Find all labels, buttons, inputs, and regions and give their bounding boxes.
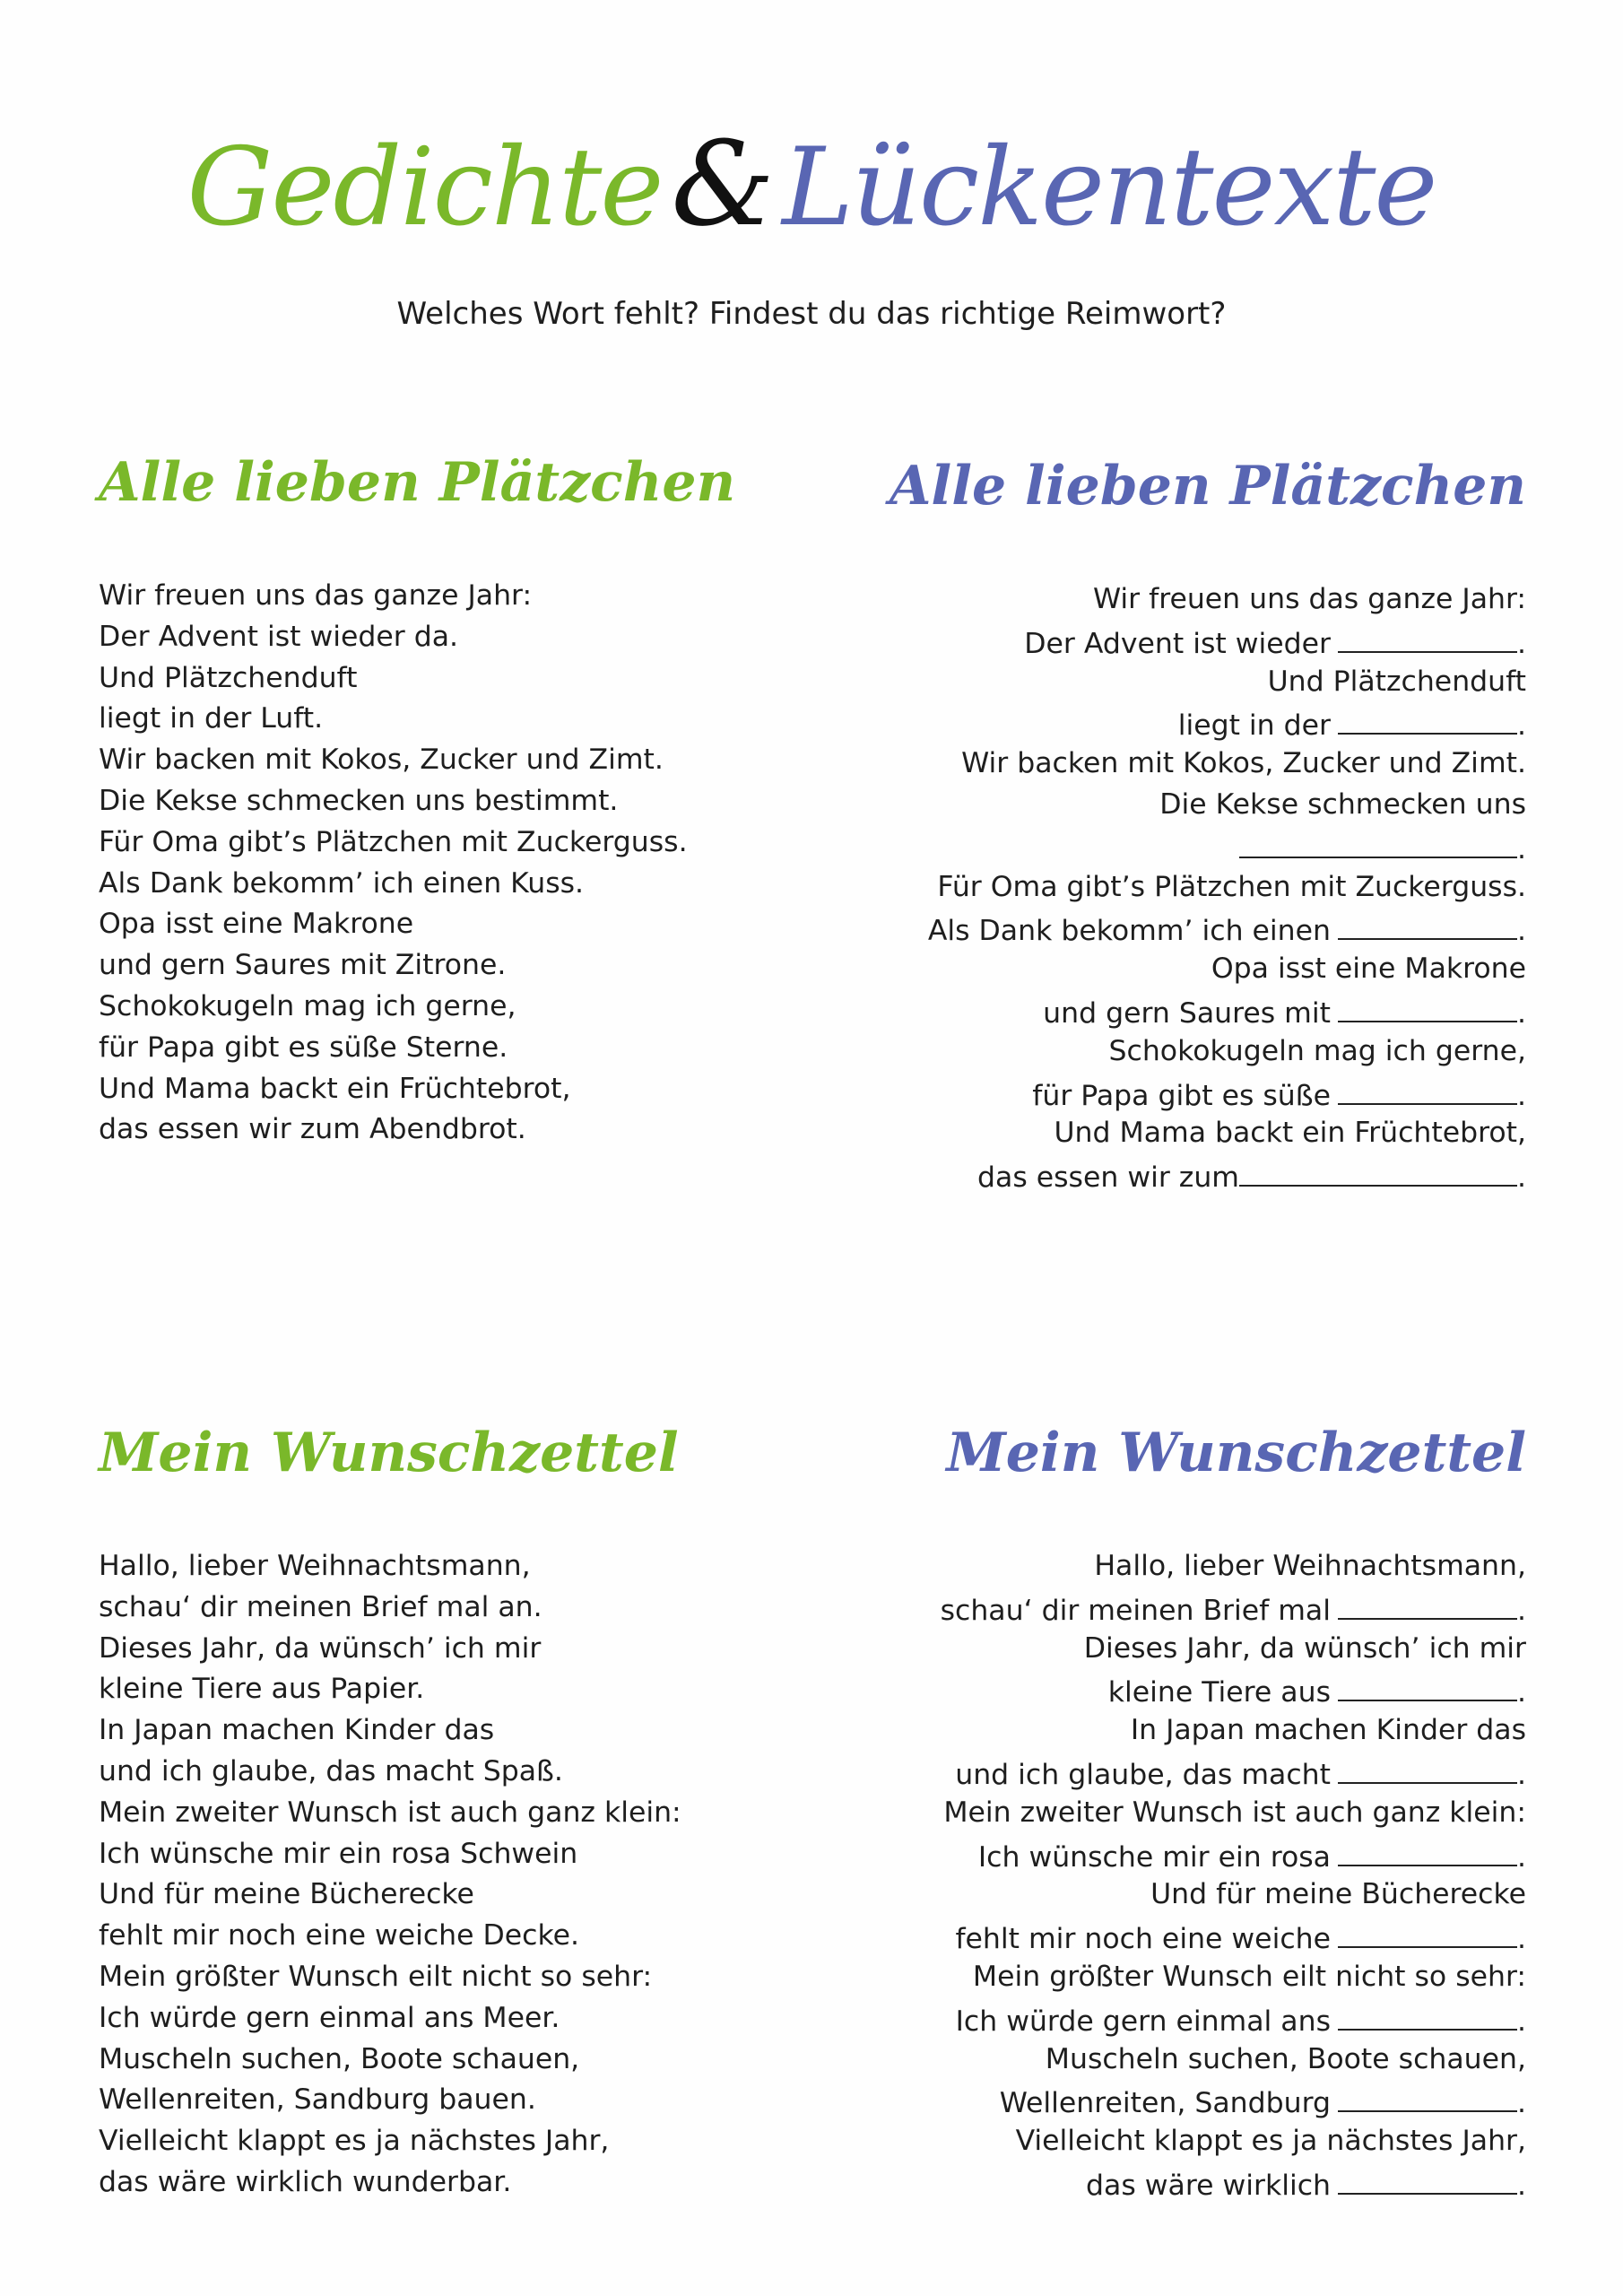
poem-title: Mein Wunschzettel <box>946 1422 1526 1484</box>
gap-line-text: das wäre wirklich <box>1086 2169 1331 2202</box>
gap-line-text: fehlt mir noch eine weiche <box>955 1923 1331 1956</box>
page-header <box>0 0 1623 377</box>
poem-line: Wir backen mit Kokos, Zucker und Zimt. <box>99 744 664 777</box>
poem-gap-lines <box>863 1546 1526 2204</box>
gap-line-text: Und Mama backt ein Früchtebrot, <box>1054 1117 1526 1150</box>
page-subtitle: Welches Wort fehlt? Findest du das richtige Reimwort? <box>396 296 1227 332</box>
poem-gap-line: das essen wir zum . <box>863 1154 1526 1196</box>
gap-line-text: Die Kekse schmecken uns <box>1159 787 1526 821</box>
poem-gap-line <box>863 785 1526 826</box>
gap-line-text: kleine Tiere aus <box>1107 1676 1331 1709</box>
poem-line: und gern Saures mit Zitrone. <box>99 949 507 982</box>
poem-line: In Japan machen Kinder das <box>99 1714 495 1747</box>
poem-gap-line: liegt in der . <box>863 702 1526 744</box>
poem-gap-line <box>863 867 1526 909</box>
page-title <box>0 116 1623 252</box>
poem-line: fehlt mir noch eine weiche Decke. <box>99 1919 580 1952</box>
poem-line: das essen wir zum Abendbrot. <box>99 1113 526 1146</box>
gap-line-text: für Papa gibt es süße <box>1032 1079 1331 1112</box>
gap-line-text: Wir backen mit Kokos, Zucker und Zimt. <box>961 747 1526 780</box>
answer-blank[interactable] <box>1239 1154 1517 1187</box>
poem-line: Opa isst eine Makrone <box>99 908 414 941</box>
poem-gap-line: und ich glaube, das macht . <box>863 1752 1526 1793</box>
answer-blank[interactable] <box>1338 990 1517 1022</box>
poem-line: Und Mama backt ein Früchtebrot, <box>99 1072 571 1105</box>
poem-line: Ich würde gern einmal ans Meer. <box>99 2001 560 2034</box>
poem-plaetzchen-full <box>99 451 762 1151</box>
answer-blank[interactable] <box>1239 826 1517 858</box>
poem-gap-line <box>863 1793 1526 1834</box>
poem-gap-lines <box>863 579 1526 1196</box>
poem-line: Als Dank bekomm’ ich einen Kuss. <box>99 866 585 900</box>
poem-line: Vielleicht klappt es ja nächstes Jahr, <box>99 2125 610 2158</box>
poem-gap-line <box>863 2039 1526 2081</box>
poem-line: kleine Tiere aus Papier. <box>99 1673 425 1706</box>
gap-line-text: Für Oma gibt’s Plätzchen mit Zuckerguss. <box>937 870 1526 903</box>
poem-gap-line <box>863 1629 1526 1670</box>
gap-line-text: und gern Saures mit <box>1043 996 1331 1030</box>
answer-blank[interactable] <box>1338 621 1517 653</box>
gap-line-text: das essen wir zum <box>977 1161 1239 1195</box>
answer-blank[interactable] <box>1338 1998 1517 2031</box>
poem-line: Und für meine Bücherecke <box>99 1878 474 1911</box>
poem-line: Mein größter Wunsch eilt nicht so sehr: <box>99 1960 653 1993</box>
poem-line: für Papa gibt es süße Sterne. <box>99 1031 508 1064</box>
gap-line-text: und ich glaube, das macht <box>955 1758 1331 1791</box>
poem-line: Für Oma gibt’s Plätzchen mit Zuckerguss. <box>99 825 688 858</box>
gap-line-text: Wir freuen uns das ganze Jahr: <box>1092 583 1526 615</box>
gap-line-text: Mein zweiter Wunsch ist auch ganz klein: <box>943 1796 1526 1829</box>
poem-gap-line: schau‘ dir meinen Brief mal . <box>863 1587 1526 1629</box>
poem-gap-line: das wäre wirklich . <box>863 2162 1526 2204</box>
poem-line: Dieses Jahr, da wünsch’ ich mir <box>99 1631 542 1665</box>
poem-gap-line <box>863 662 1526 703</box>
poem-line: Hallo, lieber Weihnachtsmann, <box>99 1550 531 1582</box>
poem-line: Schokokugeln mag ich gerne, <box>99 989 516 1022</box>
gap-line-text: Muscheln suchen, Boote schauen, <box>1045 2042 1526 2075</box>
poem-line: Ich wünsche mir ein rosa Schwein <box>99 1837 578 1870</box>
poem-line: Wellenreiten, Sandburg bauen. <box>99 2083 536 2117</box>
gap-line-text: liegt in der <box>1177 709 1331 743</box>
poem-line: Der Advent ist wieder da. <box>99 620 459 653</box>
poem-gap-line: . <box>863 826 1526 867</box>
poem-line: liegt in der Luft. <box>99 702 324 735</box>
answer-blank[interactable] <box>1338 2162 1517 2195</box>
poem-title: Alle lieben Plätzchen <box>99 451 736 514</box>
gap-line-text: Schokokugeln mag ich gerne, <box>1108 1034 1526 1067</box>
poem-line: Wir freuen uns das ganze Jahr: <box>99 579 533 612</box>
answer-blank[interactable] <box>1338 1587 1517 1620</box>
answer-blank[interactable] <box>1338 1752 1517 1784</box>
poem-gap-line: Wellenreiten, Sandburg . <box>863 2080 1526 2121</box>
poem-gap-line <box>863 744 1526 785</box>
title-part-lueckentexte: Lückentexte <box>782 126 1436 250</box>
answer-blank[interactable] <box>1338 702 1517 735</box>
gap-line-text: Und für meine Bücherecke <box>1150 1878 1526 1911</box>
poem-line: und ich glaube, das macht Spaß. <box>99 1754 563 1787</box>
poem-plaetzchen-gap <box>863 455 1526 1196</box>
poem-wunschzettel-full <box>99 1422 762 2204</box>
gap-line-text: Ich würde gern einmal ans <box>955 2005 1331 2038</box>
poem-lines <box>99 576 762 1151</box>
poem-gap-line <box>863 1546 1526 1587</box>
gap-line-text: Der Advent ist wieder <box>1024 627 1331 660</box>
answer-blank[interactable] <box>1338 2080 1517 2112</box>
poem-gap-line: Als Dank bekomm’ ich einen . <box>863 908 1526 949</box>
answer-blank[interactable] <box>1338 908 1517 940</box>
gap-line-text: schau‘ dir meinen Brief mal <box>940 1594 1331 1627</box>
gap-line-text: Ich wünsche mir ein rosa <box>977 1840 1331 1874</box>
poem-gap-line: und gern Saures mit . <box>863 990 1526 1031</box>
poem-line: Muscheln suchen, Boote schauen, <box>99 2042 580 2075</box>
poem-gap-line: fehlt mir noch eine weiche . <box>863 1916 1526 1957</box>
poem-gap-line: Der Advent ist wieder . <box>863 621 1526 662</box>
gap-line-text: Wellenreiten, Sandburg <box>999 2087 1331 2120</box>
gap-line-text: Und Plätzchenduft <box>1267 665 1526 698</box>
poem-lines <box>99 1546 762 2204</box>
poem-gap-line <box>863 1031 1526 1073</box>
poem-gap-line <box>863 949 1526 990</box>
title-part-gedichte: Gedichte <box>187 126 663 250</box>
title-ampersand: & <box>671 116 774 252</box>
answer-blank[interactable] <box>1338 1916 1517 1948</box>
poem-gap-line: kleine Tiere aus . <box>863 1669 1526 1710</box>
poem-gap-line <box>863 1113 1526 1154</box>
gap-line-text: Vielleicht klappt es ja nächstes Jahr, <box>1015 2125 1526 2158</box>
gap-line-text: Opa isst eine Makrone <box>1211 952 1526 986</box>
answer-blank[interactable] <box>1338 1669 1517 1701</box>
gap-line-text: Dieses Jahr, da wünsch’ ich mir <box>1083 1631 1526 1665</box>
poem-gap-line: für Papa gibt es süße . <box>863 1073 1526 1114</box>
poem-gap-line: Ich wünsche mir ein rosa . <box>863 1834 1526 1875</box>
poem-gap-line: Ich würde gern einmal ans . <box>863 1998 1526 2039</box>
poem-wunschzettel-gap <box>863 1422 1526 2204</box>
poem-gap-line <box>863 1957 1526 1998</box>
gap-line-text: Als Dank bekomm’ ich einen <box>927 915 1331 948</box>
poem-line: Mein zweiter Wunsch ist auch ganz klein: <box>99 1796 681 1829</box>
answer-blank[interactable] <box>1338 1073 1517 1105</box>
poem-gap-line <box>863 1710 1526 1752</box>
poem-gap-line <box>863 1874 1526 1916</box>
poem-line: das wäre wirklich wunderbar. <box>99 2165 512 2198</box>
gap-line-text: Hallo, lieber Weihnachtsmann, <box>1094 1550 1526 1582</box>
answer-blank[interactable] <box>1338 1834 1517 1866</box>
poem-line: Die Kekse schmecken uns bestimmt. <box>99 784 619 817</box>
gap-line-text: Mein größter Wunsch eilt nicht so sehr: <box>972 1960 1526 1993</box>
poem-title: Alle lieben Plätzchen <box>889 455 1526 517</box>
poem-line: Und Plätzchenduft <box>99 661 358 694</box>
poem-gap-line <box>863 579 1526 621</box>
gap-line-text: In Japan machen Kinder das <box>1130 1714 1526 1747</box>
poem-line: schau‘ dir meinen Brief mal an. <box>99 1590 542 1623</box>
poem-title: Mein Wunschzettel <box>99 1422 679 1484</box>
poem-gap-line <box>863 2121 1526 2162</box>
